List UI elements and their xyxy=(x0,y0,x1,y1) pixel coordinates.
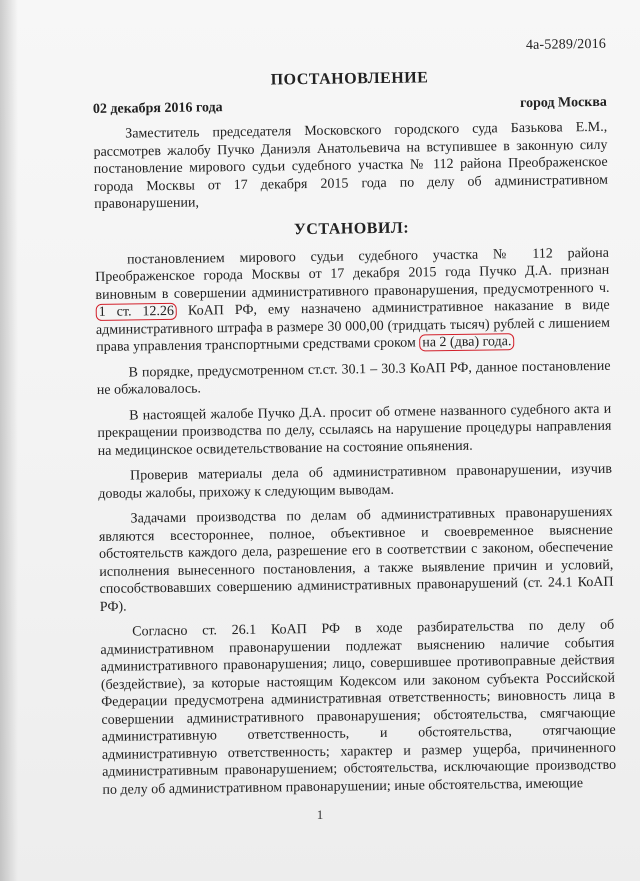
document-date: 02 декабря 2016 года xyxy=(92,100,223,117)
section-title: УСТАНОВИЛ: xyxy=(293,219,410,238)
document-city: город Москва xyxy=(519,94,607,112)
scan-edge-shadow xyxy=(0,0,18,881)
highlight-term: на 2 (два) года. xyxy=(419,333,514,351)
paragraph-1-part-1: постановлением мирового судьи судебного участка № 112 района Преображенское города Москвы от 17 декабря 2015 года Пучко Д.А. признан виновным в совершении административного правонарушения, предусмотренного ч. xyxy=(95,245,610,303)
paragraph-6: Согласно ст. 26.1 КоАП РФ в ходе разбирательства по делу об административном правонарушении подлежат выяснению наличие события административного правонарушения; лицо, совершившее противоправные действия (бездействие), за которые настоящим Кодексом или законом субъекта Российской Федерации предусмотрена административная ответственность; виновность лица в совершении административного правонарушения; обстоятельства, смягчающие административную ответственность, и обстоятельства, отягчающие административную ответственность; характер и размер ущерба, причиненного административным правонарушением; обстоятельства, исключающие производство по делу об административном правонарушении; иные обстоятельства, имеющие xyxy=(100,617,617,798)
paragraph-1 xyxy=(95,244,610,356)
paragraph-2: В порядке, предусмотренном ст.ст. 30.1 – 30.3 КоАП РФ, данное постановление не обжаловалось. xyxy=(96,358,611,398)
paragraph-4: Проверив материалы дела об административном правонарушении, изучив доводы жалобы, прихожу к следующим выводам. xyxy=(98,461,613,502)
paragraph-5: Задачами производства по делам об административных правонарушениях являются всестороннее, полное, объективное и своевременное выяснение обстоятельств каждого дела, разрешение его в соответствии с законом, обеспечение исполнения вынесенного постановления, а также выявление причин и условий, способствовавших совершению административных правонарушений (ст. 24.1 КоАП РФ). xyxy=(98,504,614,615)
document-content xyxy=(92,37,617,807)
highlight-article: 1 ст. 12.26 xyxy=(96,303,177,321)
page-number: 1 xyxy=(316,807,324,822)
paragraph-3: В настоящей жалобе Пучко Д.А. просит об отмене названного судебного акта и прекращении производства по делу, ссылаясь на нарушение процедуры направления на медицинское освидетельствование на состояние опьянения. xyxy=(97,401,612,459)
date-location-row xyxy=(93,95,607,118)
case-number: 4а-5289/2016 xyxy=(525,36,607,53)
paragraph-1-part-2: КоАП РФ, ему назначено административное наказание в виде административного штрафа в размере 30 000,00 (тридцать тысяч) рублей с лишением права управления транспортными средствами сроком xyxy=(95,297,611,355)
document-title: ПОСТАНОВЛЕНИЕ xyxy=(270,69,429,89)
intro-paragraph: Заместитель председателя Московского городского суда Базькова Е.М., рассмотрев жалобу Пучко Даниэля Анатольевича на вступившее в законную силу постановление мирового судьи судебного участка № 112 района Преображенское города Москвы от 17 декабря 2015 года по делу об административном правонарушении, xyxy=(93,119,609,212)
